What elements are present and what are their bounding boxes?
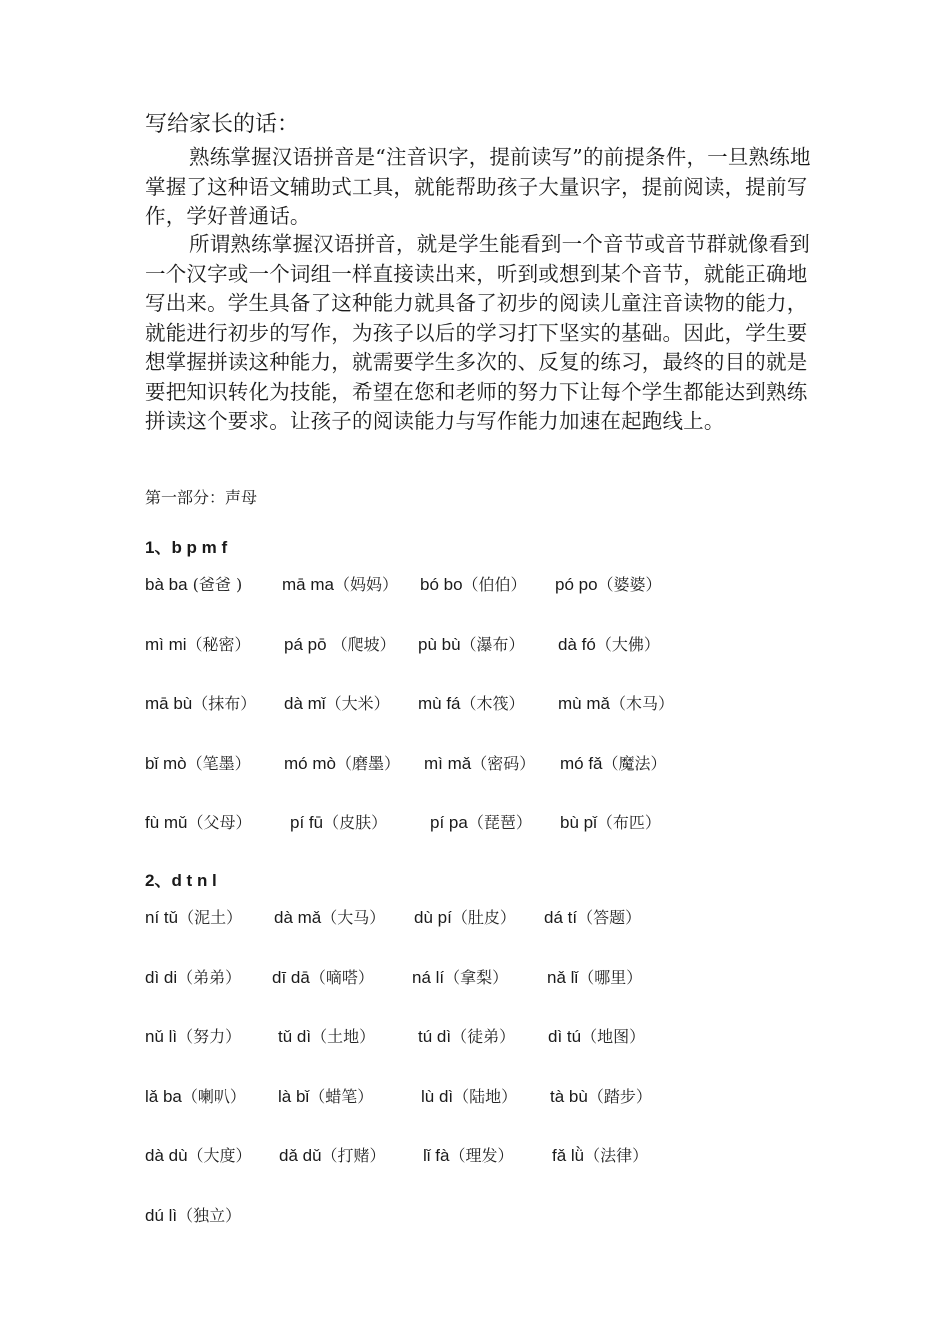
pinyin-text: mì mi [145, 634, 187, 654]
chinese-word: （伯伯） [462, 575, 527, 594]
chinese-word: （秘密） [186, 634, 251, 654]
vocab-item [548, 1024, 645, 1051]
vocab-item [145, 1024, 241, 1051]
chinese-word: （答题） [577, 908, 642, 927]
pinyin-text: lǎ ba [145, 1086, 182, 1106]
vocab-row [145, 810, 845, 836]
chinese-word: （肚皮） [451, 908, 516, 927]
vocab-item [145, 1084, 246, 1111]
vocab-row [145, 1143, 845, 1169]
chinese-word: （木马） [609, 694, 674, 713]
chinese-word: （布匹） [596, 813, 661, 832]
vocab-item [145, 1203, 241, 1230]
vocab-item [558, 691, 674, 718]
section-heading: 2、d t n l [145, 871, 217, 890]
chinese-word: （笔墨） [186, 753, 251, 773]
chinese-word: （琵琶） [467, 813, 532, 832]
vocab-item [284, 691, 390, 718]
chinese-word: （陆地） [453, 1086, 518, 1106]
vocab-item [145, 1143, 252, 1170]
pinyin-text: pá pō [284, 634, 327, 654]
chinese-word: （大度） [187, 1146, 252, 1165]
intro-paragraph-1: 熟练掌握汉语拼音是“注音识字，提前读写”的前提条件，一旦熟练地掌握了这种语文辅助式工具，就能帮助孩子大量识字，提前阅读，提前写作，学好普通话。 [145, 145, 811, 228]
chinese-word: （抹布） [192, 694, 257, 713]
vocab-item [424, 751, 535, 778]
chinese-word: （弟弟） [177, 967, 242, 987]
vocab-item [414, 905, 516, 932]
vocab-item [560, 810, 661, 837]
vocab-item [412, 965, 508, 992]
vocab-item [278, 1024, 375, 1051]
chinese-word: （父母） [187, 813, 252, 832]
pinyin-text: dǎ dǔ [279, 1146, 322, 1165]
chinese-word: （磨墨） [335, 753, 400, 773]
vocab-item [279, 1143, 386, 1170]
pinyin-text: pí fū [290, 813, 324, 832]
vocab-item [145, 751, 251, 778]
vocab-item [274, 905, 385, 932]
intro-paragraph-2: 所谓熟练掌握汉语拼音，就是学生能看到一个音节或音节群就像看到一个汉字或一个词组一样直接读出来，听到或想到某个音节，就能正确地写出来。学生具备了这种能力就具备了初步的阅读儿童注音读物的能力，就能进行初步的写作，为孩子以后的学习打下坚实的基础。因此，学生要想掌握拼读这种能力，就需要学生多次的、反复的练习，最终的目的就是要把知识转化为技能，希望在您和老师的努力下让每个学生都能达到熟练拼读这个要求。让孩子的阅读能力与写作能力加速在起跑线上。 [145, 232, 810, 433]
pinyin-text: bù pǐ [560, 813, 597, 832]
chinese-word: （蜡笔） [309, 1086, 374, 1106]
vocab-item [418, 632, 525, 659]
chinese-word: （打赌） [321, 1146, 386, 1165]
section-heading: 1、b p m f [145, 538, 228, 557]
vocab-row [145, 1024, 845, 1050]
pinyin-text: dà mǎ [274, 908, 322, 927]
chinese-word: （拿梨） [444, 967, 509, 987]
pinyin-text: pí pa [430, 813, 468, 832]
pinyin-text: mù fá [418, 694, 461, 713]
pinyin-text: dà mǐ [284, 694, 326, 713]
pinyin-text: dù pí [414, 908, 452, 927]
pinyin-text: tà bù [550, 1086, 588, 1106]
pinyin-text: ní tǔ [145, 908, 179, 927]
vocab-item [421, 1084, 517, 1111]
pinyin-text: mì mǎ [424, 753, 472, 773]
pinyin-text: lǐ fà [423, 1146, 450, 1165]
pinyin-text: dá tí [544, 908, 578, 927]
chinese-word: （法律） [584, 1146, 649, 1165]
vocab-item [552, 1143, 648, 1170]
vocab-item [145, 810, 252, 837]
vocab-item [145, 632, 251, 659]
chinese-word: （努力） [177, 1027, 242, 1046]
pinyin-text: dī dā [272, 967, 310, 987]
chinese-word: （理发） [449, 1146, 514, 1165]
pinyin-text: bǐ mò [145, 753, 187, 773]
chinese-word: （哪里） [578, 967, 643, 987]
vocab-item [284, 632, 396, 659]
pinyin-text: fù mǔ [145, 813, 188, 832]
chinese-word: （木筏） [460, 694, 525, 713]
pinyin-text: fǎ lǜ [552, 1146, 585, 1165]
part-one-title: 第一部分：声母 [145, 488, 258, 507]
vocab-item [420, 572, 527, 599]
vocab-row [145, 632, 845, 658]
chinese-word: （瀑布） [460, 634, 525, 654]
vocab-item [145, 691, 256, 718]
pinyin-text: mā ma [282, 575, 334, 594]
pinyin-text: bà ba [145, 575, 188, 594]
vocab-item [145, 572, 242, 599]
chinese-word: （土地） [311, 1027, 376, 1046]
vocab-row [145, 1084, 845, 1110]
vocab-row [145, 691, 845, 717]
chinese-word: （爬坡） [326, 634, 396, 654]
chinese-word: （踏步） [587, 1086, 652, 1106]
vocab-item [544, 905, 641, 932]
pinyin-text: pó po [555, 575, 598, 594]
vocab-item [547, 965, 642, 992]
chinese-word: （大米） [325, 694, 390, 713]
pinyin-text: mā bù [145, 694, 193, 713]
vocab-row [145, 905, 845, 931]
chinese-word: （妈妈） [333, 575, 398, 594]
vocab-row [145, 1203, 845, 1229]
vocab-item [418, 1024, 515, 1051]
chinese-word: （皮肤） [323, 813, 388, 832]
vocab-item [430, 810, 532, 837]
pinyin-text: tǔ dì [278, 1027, 312, 1046]
vocab-item [560, 751, 667, 778]
chinese-word: (爸爸 ) [187, 575, 243, 594]
chinese-word: （嘀嗒） [309, 967, 374, 987]
letter-title: 写给家长的话： [145, 112, 300, 137]
pinyin-text: bó bo [420, 575, 463, 594]
vocab-row [145, 751, 845, 777]
pinyin-text: mó fǎ [560, 753, 603, 773]
pinyin-text: tú dì [418, 1027, 452, 1046]
vocab-item [278, 1084, 373, 1111]
chinese-word: （泥土） [178, 908, 243, 927]
pinyin-text: nǔ lì [145, 1027, 178, 1046]
pinyin-text: ná lí [412, 967, 445, 987]
vocab-item [284, 751, 400, 778]
vocab-item [282, 572, 398, 599]
pinyin-text: dú lì [145, 1205, 178, 1225]
vocab-item [290, 810, 387, 837]
chinese-word: （密码） [471, 753, 536, 773]
vocab-item [558, 632, 660, 659]
chinese-word: （喇叭） [181, 1086, 246, 1106]
pinyin-text: pù bù [418, 634, 461, 654]
vocab-item [555, 572, 662, 599]
pinyin-text: dì di [145, 967, 178, 987]
chinese-word: （独立） [177, 1205, 242, 1225]
pinyin-text: dà dù [145, 1146, 188, 1165]
vocab-item [550, 1084, 652, 1111]
pinyin-text: mù mǎ [558, 694, 610, 713]
pinyin-text: lù dì [421, 1086, 454, 1106]
vocab-item [145, 965, 241, 992]
vocab-row [145, 572, 845, 598]
pinyin-text: mó mò [284, 753, 336, 773]
vocab-item [145, 905, 242, 932]
vocab-item [272, 965, 374, 992]
vocab-item [418, 691, 525, 718]
pinyin-text: dì tú [548, 1027, 582, 1046]
vocab-row [145, 965, 845, 991]
chinese-word: （魔法） [602, 753, 667, 773]
pinyin-text: nǎ lǐ [547, 967, 579, 987]
chinese-word: （大佛） [595, 634, 660, 654]
pinyin-text: dà fó [558, 634, 596, 654]
pinyin-text: là bǐ [278, 1086, 310, 1106]
chinese-word: （大马） [321, 908, 386, 927]
chinese-word: （地图） [581, 1027, 646, 1046]
vocab-item [423, 1143, 513, 1170]
chinese-word: （徒弟） [451, 1027, 516, 1046]
chinese-word: （婆婆） [597, 575, 662, 594]
